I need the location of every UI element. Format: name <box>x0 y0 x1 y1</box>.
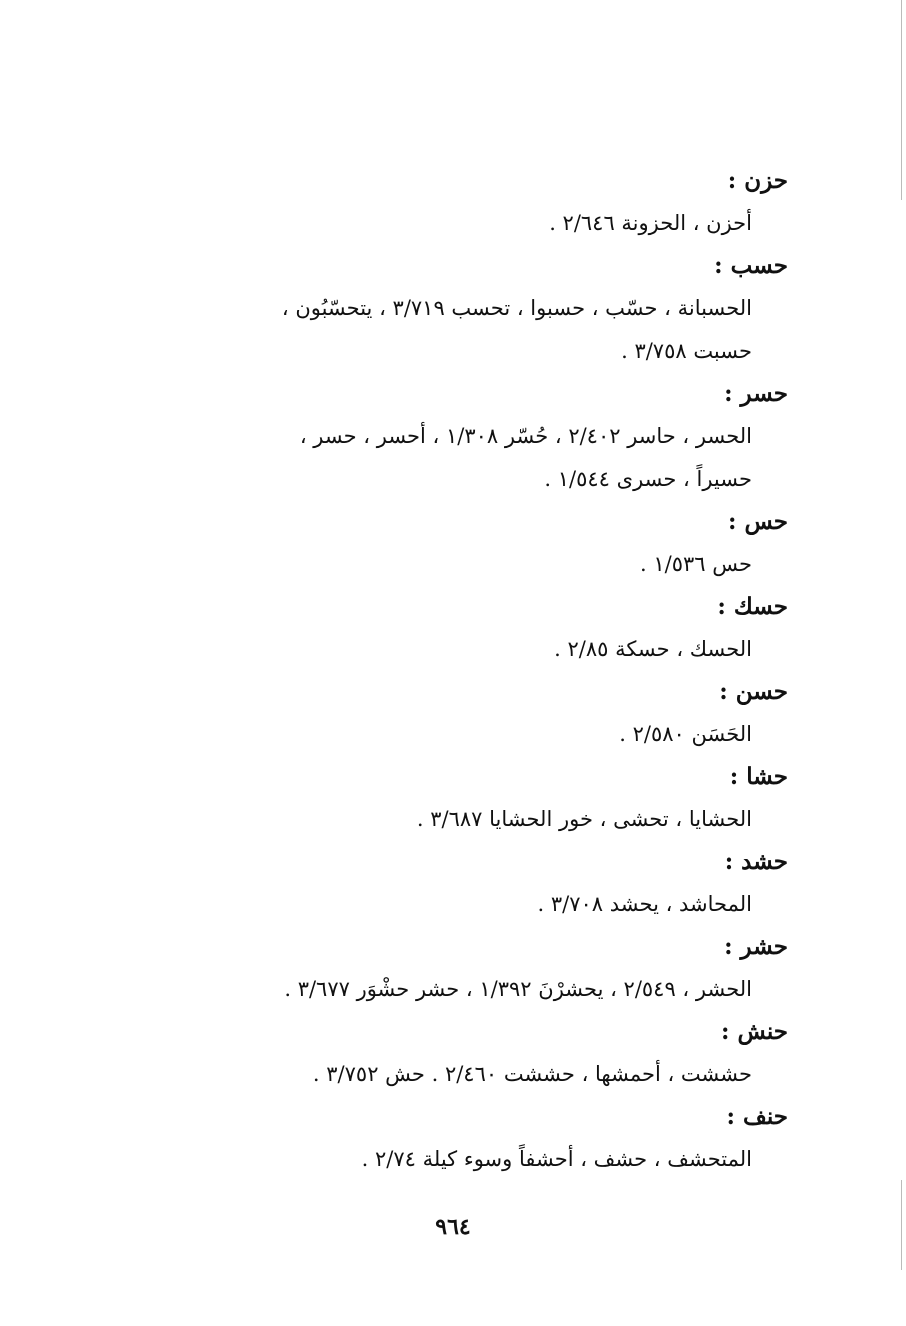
entry-reference-line: الحَسَن ٢/٥٨٠ . <box>619 722 752 746</box>
entry-reference-line: حس ١/٥٣٦ . <box>640 552 752 576</box>
entry-reference-line: حسيراً ، حسرى ١/٥٤٤ . <box>544 467 752 491</box>
entry-reference-line: حششت ، أحمشها ، حششت ٢/٤٦٠ . حش ٣/٧٥٢ . <box>312 1062 752 1086</box>
entry-reference-line: المحاشد ، يحشد ٣/٧٠٨ . <box>537 892 752 916</box>
entry-reference-line: الحشر ، ٢/٥٤٩ ، يحشرْنَ ١/٣٩٢ ، حشر حشْوَر ٣/٦٧٧ . <box>284 977 752 1001</box>
index-entry <box>108 841 788 926</box>
index-entry <box>108 245 788 373</box>
index-entry <box>108 1096 788 1181</box>
index-entry <box>108 1011 788 1096</box>
index-entry <box>108 160 788 245</box>
index-entry <box>108 373 788 501</box>
entry-reference-line: الحسبانة ، حسّب ، حسبوا ، تحسب ٣/٧١٩ ، يتحسّبُون ، <box>281 296 752 320</box>
scan-edge-mark <box>901 0 902 200</box>
index-entry <box>108 501 788 586</box>
entry-reference-line: الحشايا ، تحشى ، خور الحشايا ٣/٦٨٧ . <box>416 807 752 831</box>
entry-headword: حسك : <box>717 593 788 620</box>
entry-headword: حسب : <box>714 252 788 279</box>
entry-headword: حشد : <box>724 848 788 875</box>
entry-reference-line: أحزن ، الحزونة ٢/٦٤٦ . <box>549 211 752 235</box>
index-entry <box>108 926 788 1011</box>
entry-reference-line: المتحشف ، حشف ، أحشفاً وسوء كيلة ٢/٧٤ . <box>361 1147 752 1171</box>
entry-headword: حس : <box>727 508 788 535</box>
index-entries <box>108 160 788 1181</box>
entry-headword: حنش : <box>721 1018 788 1045</box>
entry-headword: حنف : <box>726 1103 788 1130</box>
index-entry <box>108 756 788 841</box>
entry-reference-line: الحسر ، حاسر ٢/٤٠٢ ، حُسّر ١/٣٠٨ ، أحسر ، حسر ، <box>299 424 752 448</box>
entry-headword: حسن : <box>719 678 788 705</box>
entry-reference-line: الحسك ، حسكة ٢/٨٥ . <box>554 637 752 661</box>
index-entry <box>108 586 788 671</box>
entry-headword: حشر : <box>724 933 788 960</box>
entry-headword: حزن : <box>727 167 788 194</box>
entry-headword: حسر : <box>724 380 788 407</box>
scan-edge-mark <box>901 1180 902 1270</box>
index-entry <box>108 671 788 756</box>
entry-reference-line: حسبت ٣/٧٥٨ . <box>621 339 752 363</box>
entry-headword: حشا : <box>729 763 788 790</box>
page-number: ٩٦٤ <box>435 1214 471 1240</box>
